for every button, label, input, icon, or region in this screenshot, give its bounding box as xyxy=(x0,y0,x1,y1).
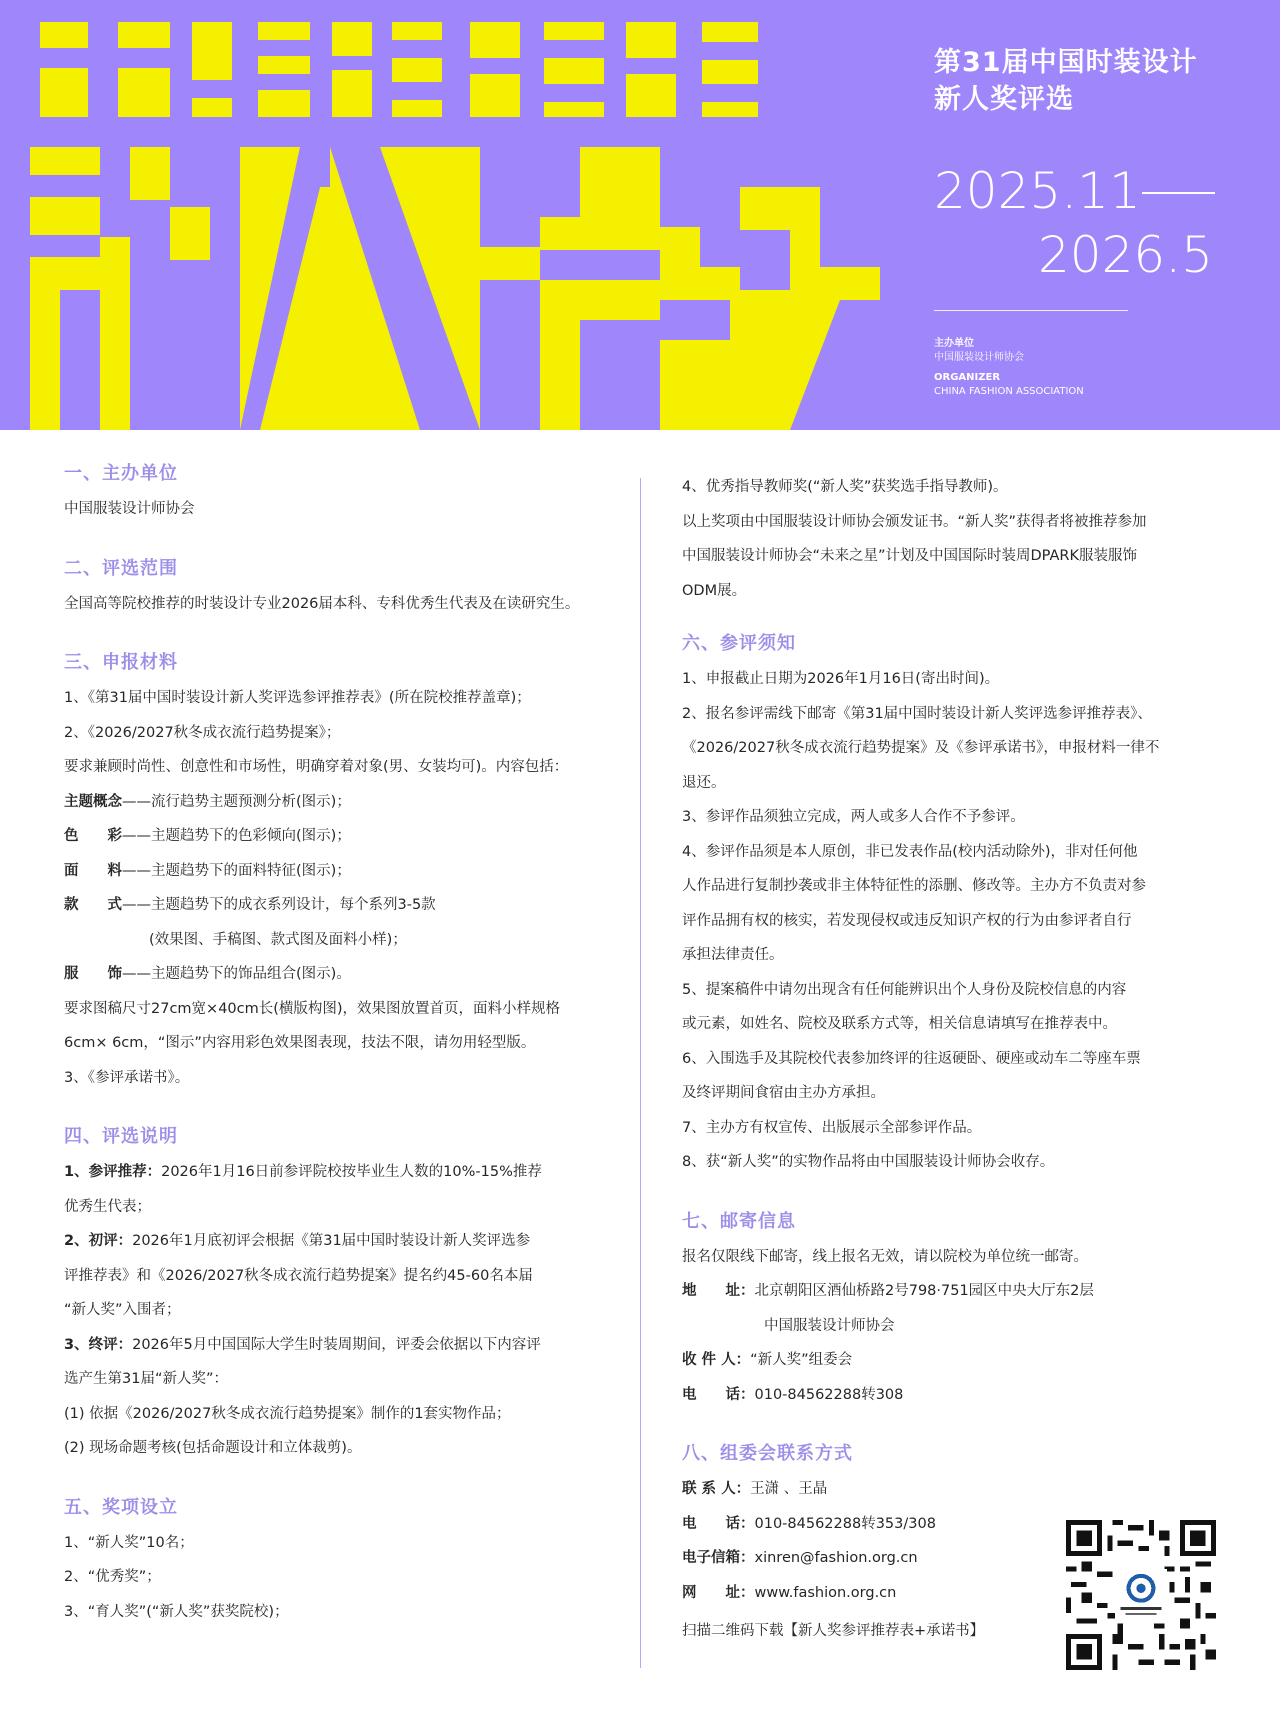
item-text: 010-84562288转308 xyxy=(754,1386,904,1403)
item-label: 联 系 人： xyxy=(682,1481,751,1497)
organizer-en-label: ORGANIZER xyxy=(934,372,1001,383)
list-item: 退还。 xyxy=(682,774,726,791)
list-item: 3、《参评承诺书》。 xyxy=(64,1069,190,1086)
list-item xyxy=(64,888,624,923)
date-start: 2025.11 xyxy=(934,162,1141,220)
list-item: 要求图稿尺寸27cm宽×40cm长(横版构图)，效果图放置首页，面料小样规格 xyxy=(64,1000,561,1017)
list-item: 1、“新人奖”10名； xyxy=(64,1534,194,1551)
section-scope xyxy=(64,557,624,622)
column-divider xyxy=(640,478,641,1668)
website-link[interactable]: www.fashion.org.cn xyxy=(754,1584,897,1601)
list-item xyxy=(64,785,624,820)
section-heading: 八、组委会联系方式 xyxy=(682,1443,853,1464)
date-end: 2026.5 xyxy=(1038,226,1213,284)
item-text: 王潇 、王晶 xyxy=(750,1481,828,1497)
section-text: 全国高等院校推荐的时装设计专业2026届本科、专科优秀生代表及在读研究生。 xyxy=(64,595,580,612)
list-item: (2) 现场命题考核(包括命题设计和立体裁剪)。 xyxy=(64,1440,362,1456)
banner-info xyxy=(934,44,1264,397)
organizer-en: CHINA FASHION ASSOCIATION xyxy=(934,386,1084,397)
item-label: 电 话： xyxy=(682,1386,755,1403)
list-item: (1) 依据《2026/2027秋冬成衣流行趋势提案》制作的1套实物作品； xyxy=(64,1405,511,1422)
event-title-line1: 第31届中国时装设计 xyxy=(934,47,1198,78)
item-label: 网 址： xyxy=(682,1584,755,1601)
section-materials xyxy=(64,651,624,1095)
item-text: ——流行趋势主题预测分析(图示)； xyxy=(122,793,351,810)
list-item: 6、入围选手及其院校代表参加终评的往返硬卧、硬座或动车二等座车票 xyxy=(682,1050,1141,1067)
section-heading: 三、申报材料 xyxy=(64,652,178,673)
list-item xyxy=(64,1224,624,1259)
list-item: 选产生第31届“新人奖”： xyxy=(64,1371,228,1387)
list-item: 7、主办方有权宣传、出版展示全部参评作品。 xyxy=(682,1119,982,1136)
list-item: 承担法律责任。 xyxy=(682,947,784,963)
item-label: 面 料 xyxy=(64,862,122,879)
section-selection xyxy=(64,1125,624,1466)
list-item xyxy=(64,957,624,992)
mailing-intro: 报名仅限线下邮寄，线上报名无效，请以院校为单位统一邮寄。 xyxy=(682,1248,1088,1265)
section-awards-cont xyxy=(682,470,1222,608)
list-item xyxy=(64,819,624,854)
list-item xyxy=(64,1328,624,1363)
item-text: 010-84562288转353/308 xyxy=(754,1515,936,1532)
list-item: 5、提案稿件中请勿出现含有任何能辨识出个人身份及院校信息的内容 xyxy=(682,981,1127,998)
contact-person xyxy=(682,1472,1222,1507)
left-column xyxy=(64,462,624,1629)
item-label: 地 址： xyxy=(682,1283,755,1299)
list-item: 人作品进行复制抄袭或非主体特征性的添删、修改等。主办方不负责对参 xyxy=(682,878,1146,894)
section-heading: 二、评选范围 xyxy=(64,557,178,579)
item-label: 1、参评推荐： xyxy=(64,1164,162,1180)
list-item: 要求兼顾时尚性、创意性和市场性，明确穿着对象(男、女装均可)。内容包括： xyxy=(64,759,569,775)
section-mailing xyxy=(682,1210,1222,1413)
section-heading: 四、评选说明 xyxy=(64,1126,178,1147)
event-title-line2: 新人奖评选 xyxy=(934,84,1074,115)
organizer-cn: 中国服装设计师协会 xyxy=(934,352,1024,363)
banner-rule xyxy=(934,310,1128,311)
mailing-address xyxy=(682,1274,1222,1309)
list-item: 1、申报截止日期为2026年1月16日(寄出时间)。 xyxy=(682,671,1000,687)
right-column xyxy=(682,470,1222,1649)
item-label: 3、终评： xyxy=(64,1336,133,1353)
item-label: 色 彩 xyxy=(64,828,122,844)
list-item: 2、报名参评需线下邮寄《第31届中国时装设计新人奖评选参评推荐表》、 xyxy=(682,705,1152,722)
section-heading: 七、邮寄信息 xyxy=(682,1210,796,1232)
list-item: 以上奖项由中国服装设计师协会颁发证书。“新人奖”获得者将被推荐参加 xyxy=(682,513,1147,530)
list-item: 4、优秀指导教师奖(“新人奖”获奖选手指导教师)。 xyxy=(682,479,1008,495)
list-item: 及终评期间食宿由主办方承担。 xyxy=(682,1085,885,1101)
item-text: 2026年1月16日前参评院校按毕业生人数的10%-15%推荐 xyxy=(161,1164,542,1180)
section-text: 中国服装设计师协会 xyxy=(64,501,195,517)
event-title xyxy=(934,44,1264,118)
item-label: 款 式 xyxy=(64,897,122,913)
item-text: 2026年5月中国国际大学生时装周期间，评委会依据以下内容评 xyxy=(132,1336,541,1353)
item-label: 电子信箱： xyxy=(682,1550,755,1566)
item-label: 2、初评： xyxy=(64,1233,133,1249)
list-item: 优秀生代表； xyxy=(64,1198,151,1215)
mailing-phone xyxy=(682,1378,1222,1413)
list-item: (效果图、手稿图、款式图及面料小样)； xyxy=(149,931,407,948)
date-dash xyxy=(1142,192,1215,194)
list-item: 2、《2026/2027秋冬成衣流行趋势提案》； xyxy=(64,724,341,741)
item-label: 主题概念 xyxy=(64,793,122,810)
item-text: ——主题趋势下的面料特征(图示)； xyxy=(122,862,351,879)
list-item xyxy=(64,854,624,889)
item-text: ——主题趋势下的成衣系列设计，每个系列3-5款 xyxy=(122,897,436,913)
list-item: “新人奖”入围者； xyxy=(64,1302,181,1318)
list-item: 3、“育人奖”(“新人奖”获奖院校)； xyxy=(64,1603,289,1620)
item-label: 电 话： xyxy=(682,1515,755,1532)
item-text: ——主题趋势下的色彩倾向(图示)； xyxy=(122,828,351,844)
list-item: 3、参评作品须独立完成，两人或多人合作不予参评。 xyxy=(682,809,1025,825)
list-item: 2、“优秀奖”； xyxy=(64,1569,161,1585)
list-item: 评推荐表》和《2026/2027秋冬成衣流行趋势提案》提名约45-60名本届 xyxy=(64,1267,533,1284)
list-item: 8、获“新人奖”的实物作品将由中国服装设计师协会收存。 xyxy=(682,1154,1055,1170)
section-heading: 五、奖项设立 xyxy=(64,1496,178,1518)
item-text: 2026年1月底初评会根据《第31届中国时装设计新人奖评选参 xyxy=(132,1233,531,1249)
organizer-cn-label: 主办单位 xyxy=(934,338,974,349)
mailing-address-cont: 中国服装设计师协会 xyxy=(764,1317,895,1334)
list-item: 中国服装设计师协会“未来之星”计划及中国国际时装周DPARK服装服饰 xyxy=(682,548,1138,564)
section-organizer xyxy=(64,462,624,527)
list-item: 4、参评作品须是本人原创，非已发表作品(校内活动除外)，非对任何他 xyxy=(682,843,1138,860)
item-label: 服 饰 xyxy=(64,966,122,982)
section-awards xyxy=(64,1496,624,1630)
banner-typographic-art xyxy=(0,0,880,430)
item-text: ——主题趋势下的饰品组合(图示)。 xyxy=(122,966,351,982)
item-text: “新人奖”组委会 xyxy=(750,1352,853,1368)
item-label: 收 件 人： xyxy=(682,1352,751,1368)
qr-code-icon[interactable] xyxy=(1066,1520,1216,1670)
list-item: ODM展。 xyxy=(682,582,747,599)
item-text: 北京朝阳区酒仙桥路2号798·751园区中央大厅东2层 xyxy=(754,1283,1094,1299)
section-heading: 一、主办单位 xyxy=(64,463,178,484)
email-link[interactable]: xinren@fashion.org.cn xyxy=(754,1550,918,1566)
section-notice xyxy=(682,632,1222,1180)
mailing-recipient xyxy=(682,1343,1222,1378)
list-item: 或元素，如姓名、院校及联系方式等，相关信息请填写在推荐表中。 xyxy=(682,1016,1117,1032)
list-item: 6cm× 6cm，“图示”内容用彩色效果图表现，技法不限，请勿用轻型版。 xyxy=(64,1035,536,1051)
section-heading: 六、参评须知 xyxy=(682,633,796,654)
hero-banner xyxy=(0,0,1280,430)
list-item: 评作品拥有权的核实，若发现侵权或违反知识产权的行为由参评者自行 xyxy=(682,912,1132,929)
list-item: 1、《第31届中国时装设计新人奖评选参评推荐表》(所在院校推荐盖章)； xyxy=(64,690,531,706)
list-item xyxy=(64,1155,624,1190)
list-item: 《2026/2027秋冬成衣流行趋势提案》及《参评承诺书》，申报材料一律不 xyxy=(682,740,1160,756)
organizer-block xyxy=(934,337,1084,399)
qr-note: 扫描二维码下载【新人奖参评推荐表+承诺书】 xyxy=(682,1623,985,1639)
